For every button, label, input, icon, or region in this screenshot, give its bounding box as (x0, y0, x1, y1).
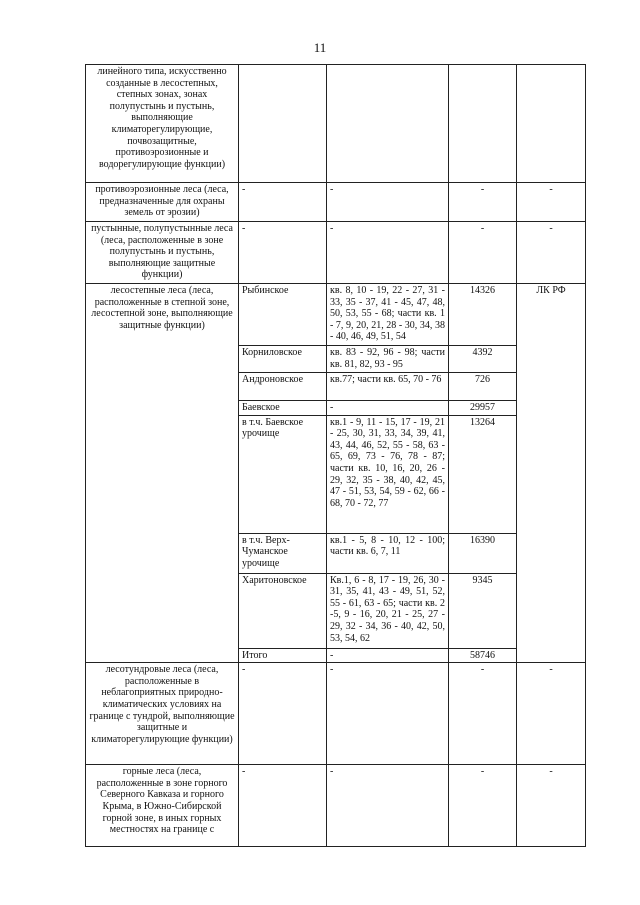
quarters-cell: кв.1 - 5, 8 - 10, 12 - 100; части кв. 6, 7, 11 (327, 533, 449, 573)
document-cell: - (517, 663, 586, 765)
table-row (86, 765, 586, 847)
area-cell: - (449, 765, 517, 847)
table-row (86, 663, 586, 765)
table-row (86, 222, 586, 284)
district-cell: Корниловское (239, 346, 327, 373)
area-cell: 13264 (449, 415, 517, 533)
district-cell (239, 65, 327, 183)
district-cell: Харитоновское (239, 573, 327, 648)
area-cell: - (449, 183, 517, 222)
page-number: 11 (313, 40, 327, 55)
area-cell: 4392 (449, 346, 517, 373)
table-row (86, 65, 586, 183)
quarters-cell: кв.1 - 9, 11 - 15, 17 - 19, 21 - 25, 30, 31, 33, 34, 39, 41, 43, 44, 46, 52, 55 - 58, 63 - 65, 69, 73 - 76, 78 - 87; части кв. 10, 16, 20, 26 - 29, 32, 35 - 38, 40, 42, 45, 47 - 51, 53, 54, 59 - 62, 66 - 68, 70 - 72, 77 (327, 415, 449, 533)
district-cell: - (239, 663, 327, 765)
area-cell: 16390 (449, 533, 517, 573)
area-cell: 14326 (449, 284, 517, 346)
document-cell: - (517, 222, 586, 284)
quarters-cell: - (327, 183, 449, 222)
area-cell: - (449, 663, 517, 765)
district-cell: Баевское (239, 401, 327, 416)
quarters-cell: кв.77; части кв. 65, 70 - 76 (327, 373, 449, 401)
function-cell: лесостепные леса (леса, расположенные в степной зоне, лесостепной зоне, выполняющие защитные функции) (86, 284, 239, 663)
area-cell: - (449, 222, 517, 284)
district-cell: Рыбинское (239, 284, 327, 346)
area-cell: 9345 (449, 573, 517, 648)
quarters-cell: - (327, 765, 449, 847)
quarters-cell: - (327, 663, 449, 765)
document-cell: - (517, 765, 586, 847)
district-cell: Андроновское (239, 373, 327, 401)
document-cell: - (517, 183, 586, 222)
quarters-cell: - (327, 222, 449, 284)
district-cell: - (239, 222, 327, 284)
function-cell: линейного типа, искусственно созданные в лесостепных, степных зонах, зонах полупустынь и пустынь, выполняющие климаторегулирующие, почвозащитные, противоэрозионные и водорегулирующие функции) (86, 65, 239, 183)
quarters-cell (327, 65, 449, 183)
table-row (86, 284, 586, 346)
quarters-cell: кв. 83 - 92, 96 - 98; части кв. 81, 82, 93 - 95 (327, 346, 449, 373)
area-cell: 29957 (449, 401, 517, 416)
function-cell: пустынные, полупустынные леса (леса, расположенные в зоне полупустынь и пустынь, выполняющие защитные функции) (86, 222, 239, 284)
district-cell: в т.ч. Верх-Чуманское урочище (239, 533, 327, 573)
document-cell: ЛК РФ (517, 284, 586, 663)
district-cell: Итого (239, 648, 327, 663)
area-cell (449, 65, 517, 183)
function-cell: противоэрозионные леса (леса, предназначенные для охраны земель от эрозии) (86, 183, 239, 222)
quarters-cell: Кв.1, 6 - 8, 17 - 19, 26, 30 - 31, 35, 41, 43 - 49, 51, 52, 55 - 61, 63 - 65; части кв. 2 -5, 9 - 16, 20, 21 - 25, 27 - 29, 32 - 34, 36 - 40, 42, 50, 53, 54, 62 (327, 573, 449, 648)
district-cell: в т.ч. Баевское урочище (239, 415, 327, 533)
function-cell: горные леса (леса, расположенные в зоне горного Северного Кавказа и горного Крыма, в Южно-Сибирской горной зоне, в иных горных местностях на границе с (86, 765, 239, 847)
district-cell: - (239, 183, 327, 222)
quarters-cell: кв. 8, 10 - 19, 22 - 27, 31 - 33, 35 - 37, 41 - 45, 47, 48, 50, 53, 55 - 68; части кв. 1 - 7, 9, 20, 21, 28 - 30, 34, 38 - 40, 46, 49, 51, 54 (327, 284, 449, 346)
area-cell: 58746 (449, 648, 517, 663)
district-cell: - (239, 765, 327, 847)
document-cell (517, 65, 586, 183)
area-cell: 726 (449, 373, 517, 401)
function-cell: лесотундровые леса (леса, расположенные в неблагоприятных природно-климатических условиях на границе с тундрой, выполняющие защитные и климаторегулирующие функции) (86, 663, 239, 765)
quarters-cell: - (327, 401, 449, 416)
table-row (86, 183, 586, 222)
quarters-cell: - (327, 648, 449, 663)
forest-table (85, 64, 586, 847)
